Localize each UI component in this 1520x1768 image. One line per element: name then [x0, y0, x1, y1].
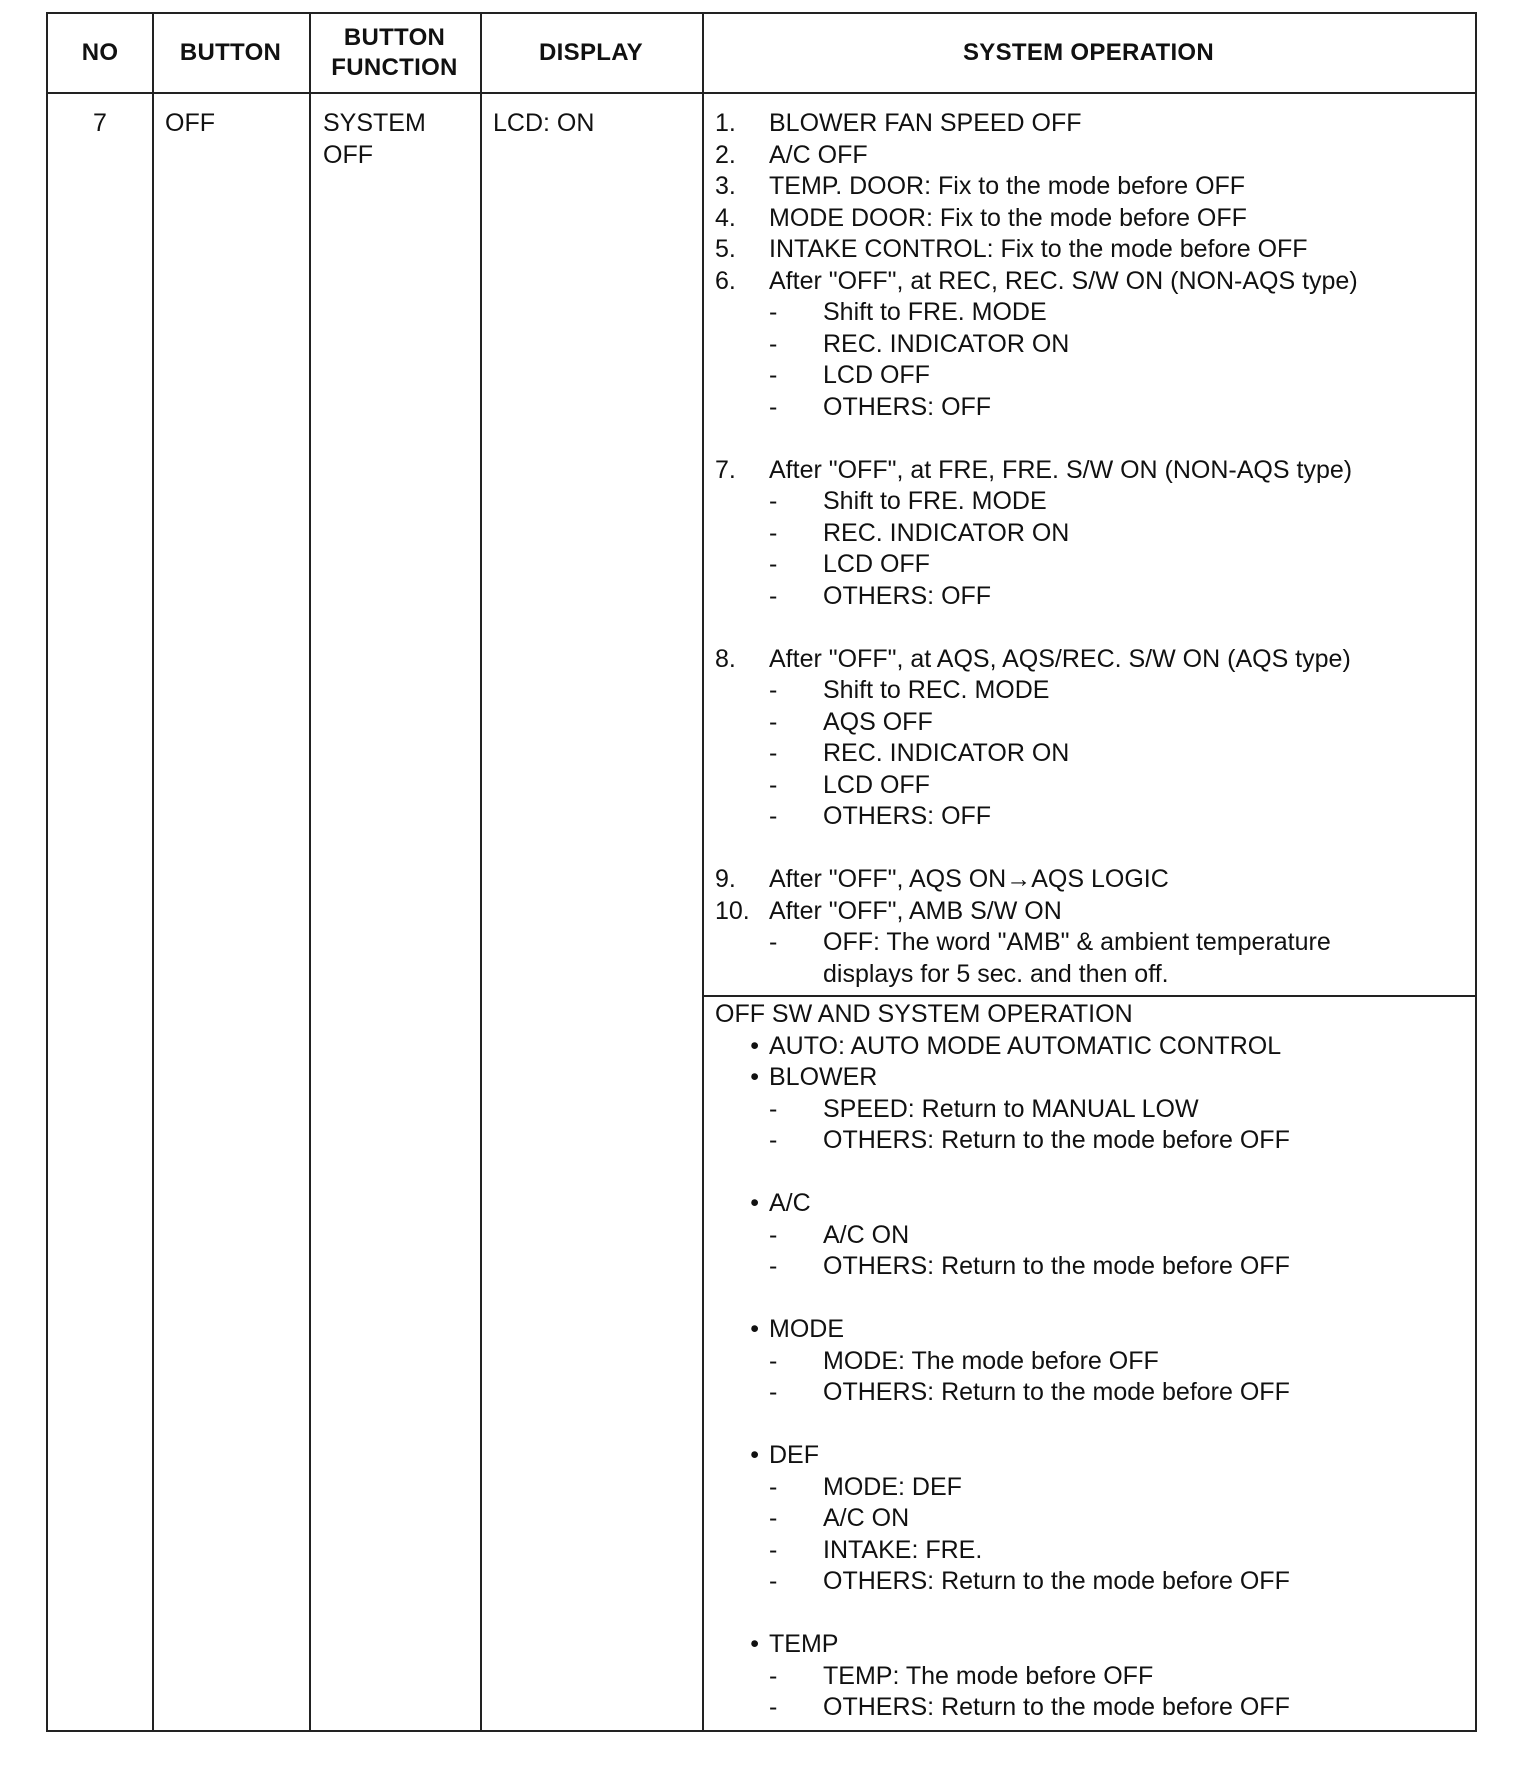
step-sub-text: LCD OFF: [823, 550, 930, 578]
off-sw-group: [715, 1440, 1290, 1472]
step-sub-text: REC. INDICATOR ON: [823, 739, 1070, 767]
row-button-function: [323, 108, 426, 171]
spacer: [715, 423, 1358, 455]
step-sub-text: REC. INDICATOR ON: [823, 518, 1070, 547]
step-item: [715, 171, 1358, 203]
step-sub-text: AQS OFF: [823, 707, 933, 736]
off-sw-group-label: A/C: [769, 1189, 811, 1217]
step-sub-item: [715, 927, 1358, 959]
spacer: [715, 1598, 1290, 1630]
off-sw-group: [715, 1188, 1290, 1220]
section-divider: [702, 995, 1475, 997]
dash-marker: -: [769, 298, 778, 326]
dash-marker: -: [769, 802, 778, 830]
bullet-marker: •: [750, 1315, 759, 1343]
step-text: After "OFF", AMB S/W ON: [769, 896, 1062, 925]
step-sub-text: REC. INDICATOR ON: [823, 329, 1070, 358]
spacer: [715, 1283, 1290, 1315]
step-sub-item: [715, 801, 1358, 833]
step-number: 8.: [715, 644, 736, 673]
dash-marker: -: [769, 487, 778, 515]
step-sub-text: OTHERS: OFF: [823, 581, 992, 610]
off-sw-sub-item: [715, 1472, 1290, 1504]
step-sub-item: [715, 329, 1358, 361]
dash-marker: -: [769, 581, 778, 610]
step-item: [715, 864, 1358, 896]
step-text: TEMP. DOOR: Fix to the mode before OFF: [769, 172, 1246, 200]
step-text: INTAKE CONTROL: Fix to the mode before OFF: [769, 235, 1308, 263]
dash-marker: -: [769, 1504, 778, 1532]
step-sub-text: OTHERS: OFF: [823, 392, 992, 421]
step-number: 9.: [715, 865, 736, 893]
operation-table: [46, 12, 1477, 1732]
dash-marker: -: [769, 361, 778, 389]
step-number: 6.: [715, 266, 736, 295]
dash-marker: -: [769, 676, 778, 704]
step-text: After "OFF", at FRE, FRE. S/W ON (NON-AQS type): [769, 455, 1353, 484]
step-item: [715, 455, 1358, 487]
step-text: A/C OFF: [769, 140, 868, 169]
step-number: 2.: [715, 140, 736, 169]
row-no: 7: [93, 109, 107, 137]
off-sw-sub-item: [715, 1346, 1290, 1378]
off-sw-sub-text: OTHERS: Return to the mode before OFF: [823, 1567, 1290, 1595]
step-text: After "OFF", AQS ON→AQS LOGIC: [769, 865, 1169, 893]
off-sw-sub-item: [715, 1661, 1290, 1693]
off-sw-sub-item: [715, 1125, 1290, 1157]
row-button: OFF: [165, 109, 215, 137]
step-number: 3.: [715, 172, 736, 200]
off-sw-group: [715, 1062, 1290, 1094]
off-sw-section: [715, 999, 1290, 1724]
step-sub-item: [715, 707, 1358, 739]
step-text: MODE DOOR: Fix to the mode before OFF: [769, 203, 1247, 232]
off-sw-sub-item: [715, 1535, 1290, 1567]
spacer: [715, 1409, 1290, 1441]
off-sw-sub-text: INTAKE: FRE.: [823, 1535, 983, 1564]
off-sw-group-label: DEF: [769, 1441, 819, 1469]
spacer: [715, 612, 1358, 644]
system-operation-steps: [715, 108, 1358, 990]
step-sub-item: [715, 675, 1358, 707]
step-number: 5.: [715, 235, 736, 263]
column-divider: [152, 14, 154, 1730]
step-number: 1.: [715, 109, 736, 137]
header-button-function: [309, 14, 480, 92]
header-button-function-line1: BUTTON: [343, 24, 446, 51]
off-sw-sub-text: MODE: The mode before OFF: [823, 1346, 1159, 1375]
bullet-marker: •: [750, 1441, 759, 1469]
header-button-function-line2: FUNCTION: [331, 54, 458, 81]
off-sw-sub-item: [715, 1566, 1290, 1598]
step-sub-item: [715, 738, 1358, 770]
off-sw-sub-item: [715, 1503, 1290, 1535]
off-sw-group-label: AUTO: AUTO MODE AUTOMATIC CONTROL: [769, 1031, 1282, 1060]
off-sw-sub-item: [715, 1251, 1290, 1283]
bullet-marker: •: [750, 1630, 759, 1658]
step-sub-item: [715, 770, 1358, 802]
off-sw-sub-item: [715, 1377, 1290, 1409]
off-sw-group-label: MODE: [769, 1315, 844, 1343]
step-sub-item: [715, 297, 1358, 329]
row-function-line2: OFF: [323, 140, 373, 169]
off-sw-sub-text: TEMP: The mode before OFF: [823, 1661, 1154, 1690]
step-sub-text: OTHERS: OFF: [823, 802, 992, 830]
step-sub-text: OFF: The word "AMB" & ambient temperature: [823, 928, 1331, 956]
step-sub-item: [715, 392, 1358, 424]
spacer: [715, 1157, 1290, 1189]
row-function-line1: SYSTEM: [323, 109, 426, 137]
step-text: After "OFF", at AQS, AQS/REC. S/W ON (AQS type): [769, 644, 1351, 673]
off-sw-sub-item: [715, 1692, 1290, 1724]
off-sw-sub-item: [715, 1220, 1290, 1252]
dash-marker: -: [769, 1346, 778, 1375]
header-no: NO: [81, 39, 119, 66]
step-number: 4.: [715, 203, 736, 232]
off-sw-sub-text: A/C ON: [823, 1220, 910, 1249]
step-sub-item: [715, 518, 1358, 550]
step-item: [715, 108, 1358, 140]
off-sw-group: [715, 1314, 1290, 1346]
header-divider: [48, 92, 1475, 94]
dash-marker: -: [769, 1378, 778, 1406]
off-sw-group-label: TEMP: [769, 1630, 839, 1658]
dash-marker: -: [769, 1567, 778, 1595]
off-sw-sub-text: SPEED: Return to MANUAL LOW: [823, 1094, 1199, 1123]
dash-marker: -: [769, 707, 778, 736]
step-sub-text: LCD OFF: [823, 770, 930, 799]
dash-marker: -: [769, 770, 778, 799]
step-number: 7.: [715, 455, 736, 484]
off-sw-group: [715, 1031, 1290, 1063]
step-item: [715, 234, 1358, 266]
dash-marker: -: [769, 1661, 778, 1690]
dash-marker: -: [769, 1126, 778, 1154]
header-button: BUTTON: [179, 39, 282, 66]
step-continuation: displays for 5 sec. and then off.: [823, 959, 1169, 988]
bullet-marker: •: [750, 1189, 759, 1217]
column-divider: [702, 14, 704, 1730]
step-item: [715, 896, 1358, 928]
step-sub-text: Shift to FRE. MODE: [823, 298, 1047, 326]
dash-marker: -: [769, 392, 778, 421]
dash-marker: -: [769, 1693, 778, 1721]
off-sw-sub-text: OTHERS: Return to the mode before OFF: [823, 1252, 1290, 1280]
dash-marker: -: [769, 518, 778, 547]
step-number: 10.: [715, 896, 750, 925]
step-sub-item: [715, 549, 1358, 581]
step-item: [715, 266, 1358, 298]
off-sw-sub-text: OTHERS: Return to the mode before OFF: [823, 1126, 1290, 1154]
off-sw-title: OFF SW AND SYSTEM OPERATION: [715, 1000, 1133, 1028]
header-display: DISPLAY: [539, 39, 643, 66]
step-item: [715, 140, 1358, 172]
column-divider: [309, 14, 311, 1730]
step-sub-text: Shift to REC. MODE: [823, 676, 1050, 704]
dash-marker: -: [769, 928, 778, 956]
bullet-marker: •: [750, 1063, 759, 1091]
dash-marker: -: [769, 1252, 778, 1280]
dash-marker: -: [769, 550, 778, 578]
bullet-marker: •: [750, 1031, 759, 1060]
step-sub-text: Shift to FRE. MODE: [823, 487, 1047, 515]
off-sw-group: [715, 1629, 1290, 1661]
step-sub-item: [715, 486, 1358, 518]
step-sub-text: LCD OFF: [823, 361, 930, 389]
off-sw-sub-text: A/C ON: [823, 1504, 910, 1532]
step-item: [715, 644, 1358, 676]
dash-marker: -: [769, 329, 778, 358]
off-sw-sub-text: OTHERS: Return to the mode before OFF: [823, 1378, 1290, 1406]
step-item: [715, 203, 1358, 235]
step-sub-item: [715, 581, 1358, 613]
off-sw-group-label: BLOWER: [769, 1063, 878, 1091]
column-divider: [480, 14, 482, 1730]
spacer: [715, 833, 1358, 865]
dash-marker: -: [769, 1094, 778, 1123]
off-sw-sub-text: MODE: DEF: [823, 1472, 962, 1501]
off-sw-sub-text: OTHERS: Return to the mode before OFF: [823, 1693, 1290, 1721]
header-system-operation: SYSTEM OPERATION: [962, 39, 1215, 66]
step-sub-item: [715, 360, 1358, 392]
off-sw-sub-item: [715, 1094, 1290, 1126]
dash-marker: -: [769, 1535, 778, 1564]
step-text: After "OFF", at REC, REC. S/W ON (NON-AQS type): [769, 266, 1358, 295]
dash-marker: -: [769, 1472, 778, 1501]
dash-marker: -: [769, 1220, 778, 1249]
row-display: LCD: ON: [493, 109, 595, 137]
step-text: BLOWER FAN SPEED OFF: [769, 109, 1082, 137]
dash-marker: -: [769, 739, 778, 767]
